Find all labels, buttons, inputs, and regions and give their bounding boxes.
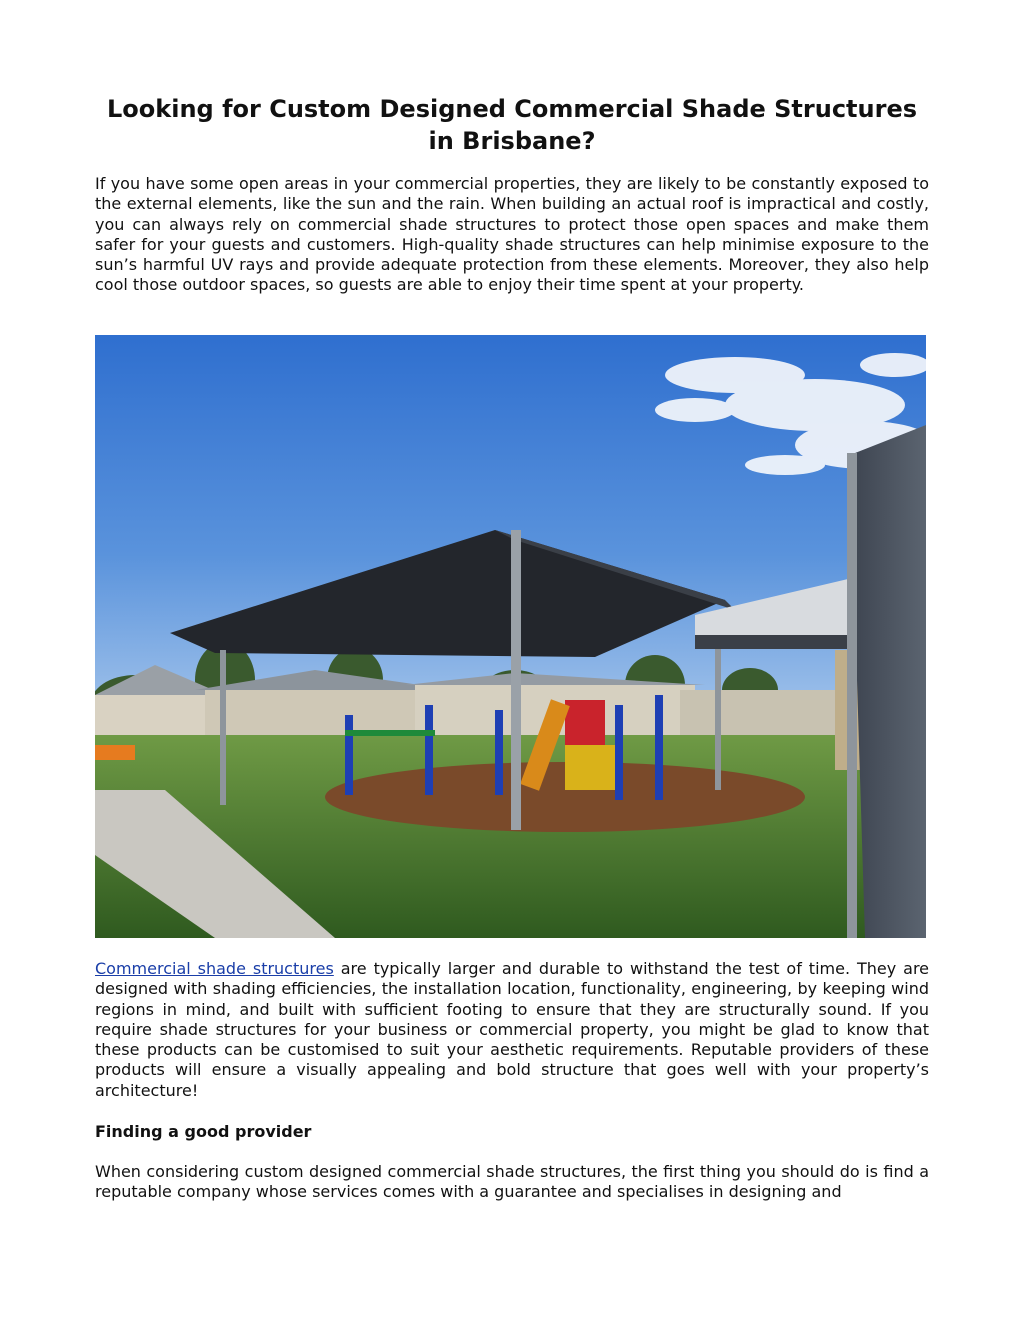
description-text: are typically larger and durable to withstand the test of time. They are designed with shading efficiencies, the installation location, functionality, engineering, by keeping wind regions in mind, and built with sufficient footing to ensure that they are structurally sound. If you require shade structures for your business or commercial property, you might be glad to know that these products can be customised to suit your aesthetic requirements. Reputable providers of these products will ensure a visually appealing and bold structure that goes well with your property’s architecture!	[95, 959, 930, 1100]
intro-paragraph: If you have some open areas in your commercial properties, they are likely to be constantly exposed to the external elements, like the sun and the rain. When building an actual roof is impractical and costly, you can always rely on commercial shade structures to protect those open spaces and make them safer for your guests and customers. High-quality shade structures can help minimise exposure to the sun’s harmful UV rays and provide adequate protection from these elements. Moreover, they also help cool those outdoor spaces, so guests are able to enjoy their time spent at your property.	[95, 174, 929, 295]
provider-paragraph: When considering custom designed commercial shade structures, the first thing you should do is find a reputable company whose services comes with a guarantee and specialises in designing and	[95, 1162, 929, 1202]
shade-structure-photo	[95, 335, 926, 938]
section-heading: Finding a good provider	[95, 1122, 312, 1141]
commercial-shade-structures-link[interactable]: Commercial shade structures	[95, 959, 334, 978]
description-paragraph	[95, 959, 929, 1101]
page-title: Looking for Custom Designed Commercial Shade Structures in Brisbane?	[107, 95, 917, 155]
